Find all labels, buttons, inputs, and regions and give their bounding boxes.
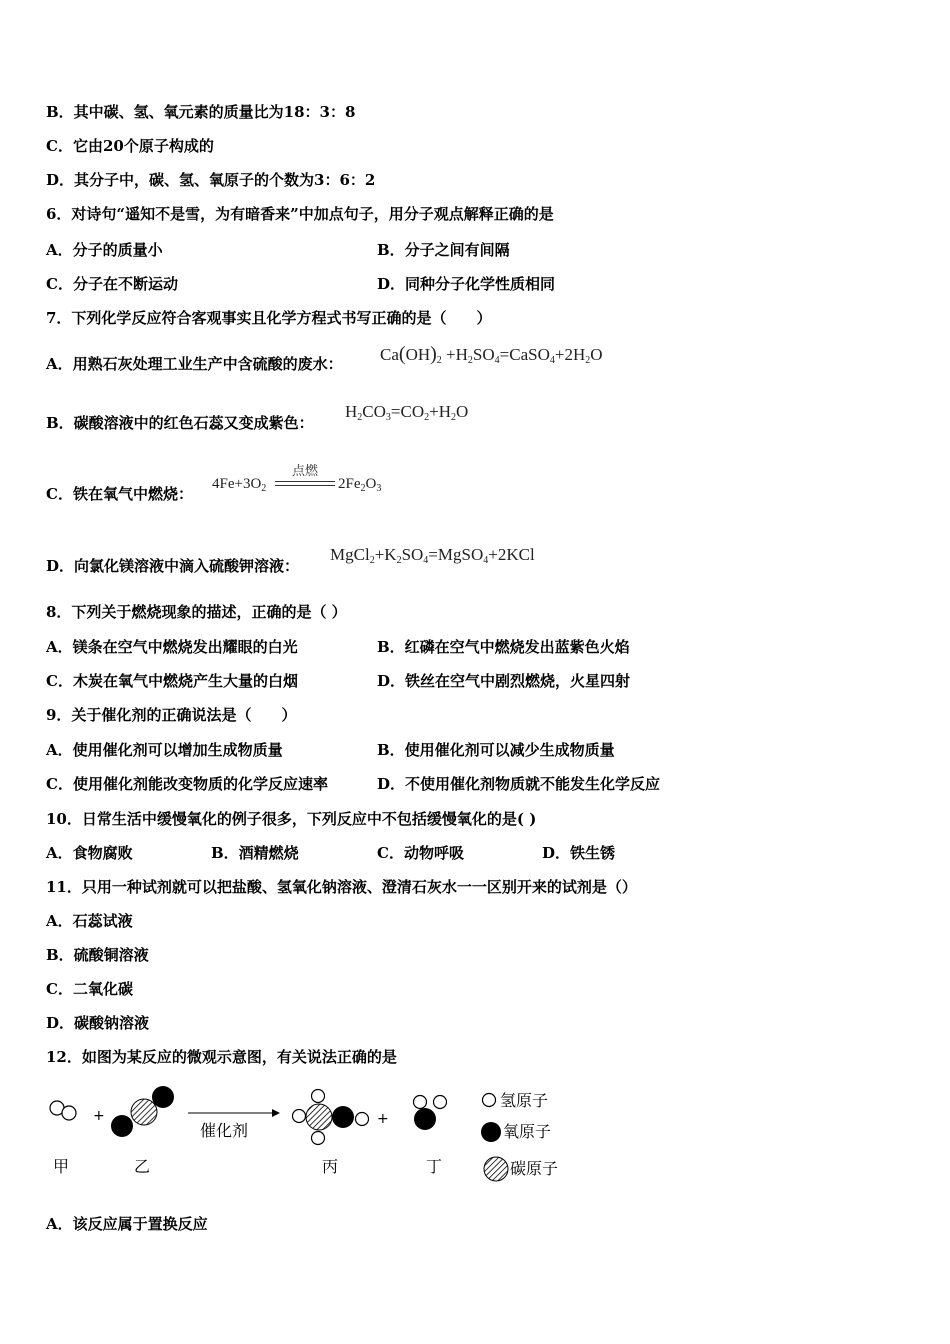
q8-option-c: C．木炭在氧气中燃烧产生大量的白烟 xyxy=(46,672,298,690)
q8-option-a: A．镁条在空气中燃烧发出耀眼的白光 xyxy=(46,638,298,656)
q10-option-a: A．食物腐败 xyxy=(46,844,133,862)
q9-option-b: B．使用催化剂可以减少生成物质量 xyxy=(377,741,615,759)
q6-option-d: D．同种分子化学性质相同 xyxy=(377,275,556,293)
q11-stem: 11．只用一种试剂就可以把盐酸、氢氧化钠溶液、澄清石灰水一一区别开来的试剂是（） xyxy=(46,878,637,896)
q8-option-d: D．铁丝在空气中剧烈燃烧，火星四射 xyxy=(377,672,631,690)
q6-option-c: C．分子在不断运动 xyxy=(46,275,178,293)
q7-equation-c-product: $2Fe_2O_3$ xyxy=(338,476,382,494)
q9-option-a: A．使用催化剂可以增加生成物质量 xyxy=(46,741,283,759)
q10-option-c: C．动物呼吸 xyxy=(377,844,464,862)
q5-option-d: D．其分子中，碳、氢、氧原子的个数为3：6：2 xyxy=(46,171,376,189)
label-yi: 乙 xyxy=(134,1157,151,1176)
q6-option-b: B．分子之间有间隔 xyxy=(377,241,510,259)
q6-option-row-1 xyxy=(46,240,163,260)
catalyst-label: 催化剂 xyxy=(200,1121,249,1140)
q12-option-a: A．该反应属于置换反应 xyxy=(46,1215,208,1233)
q8-stem: 8．下列关于燃烧现象的描述，正确的是（ ） xyxy=(46,603,347,621)
q7-option-a: A．用熟石灰处理工业生产中含硫酸的废水： xyxy=(46,355,343,373)
plus-sign-1: + xyxy=(93,1108,105,1124)
plus-sign-2: + xyxy=(377,1111,389,1127)
q7-option-d: D．向氯化镁溶液中滴入硫酸钾溶液： xyxy=(46,557,300,575)
q12-stem: 12．如图为某反应的微观示意图，有关说法正确的是 xyxy=(46,1048,397,1066)
molecule-ding xyxy=(414,1096,447,1131)
q7-equation-b: $H_2CO_3=CO_2+H_2O$ xyxy=(345,402,469,423)
q7-option-c: C．铁在氧气中燃烧： xyxy=(46,485,193,503)
q7-equation-d: $MgCl_2+K_2SO_4=MgSO_4+2KCl$ xyxy=(330,545,535,566)
legend-hydrogen-icon xyxy=(483,1094,496,1107)
q9-stem: 9．关于催化剂的正确说法是（ ） xyxy=(46,706,297,724)
q10-option-d: D．铁生锈 xyxy=(542,844,616,862)
q7-condition-line-top xyxy=(275,481,335,482)
q11-option-a: A．石蕊试液 xyxy=(46,912,133,930)
molecule-bing xyxy=(293,1090,369,1145)
reaction-diagram xyxy=(40,1078,580,1188)
q11-option-b: B．硫酸铜溶液 xyxy=(46,946,149,964)
label-bing: 丙 xyxy=(322,1157,339,1176)
q7-equation-c: $4Fe+3O_2$ xyxy=(212,476,267,494)
q8-option-b: B．红磷在空气中燃烧发出蓝紫色火焰 xyxy=(377,638,630,656)
q9-option-c: C．使用催化剂能改变物质的化学反应速率 xyxy=(46,775,328,793)
legend-oxygen: 氧原子 xyxy=(503,1122,552,1141)
q10-option-b: B．酒精燃烧 xyxy=(211,844,299,862)
q7-condition-label: 点燃 xyxy=(291,464,318,479)
arrow-head xyxy=(272,1109,280,1117)
q11-option-d: D．碳酸钠溶液 xyxy=(46,1014,150,1032)
legend xyxy=(481,1091,558,1181)
q10-stem: 10．日常生活中缓慢氧化的例子很多，下列反应中不包括缓慢氧化的是( ) xyxy=(46,810,537,828)
molecule-yi xyxy=(111,1086,174,1137)
legend-carbon-icon xyxy=(484,1157,508,1181)
q7-option-b: B．碳酸溶液中的红色石蕊又变成紫色： xyxy=(46,414,314,432)
molecule-jia xyxy=(50,1101,76,1120)
q7-stem: 7．下列化学反应符合客观事实且化学方程式书写正确的是（ ） xyxy=(46,309,492,327)
legend-oxygen-icon xyxy=(481,1122,501,1142)
legend-hydrogen: 氢原子 xyxy=(500,1091,549,1110)
label-jia: 甲 xyxy=(53,1157,70,1176)
legend-carbon: 碳原子 xyxy=(510,1159,559,1178)
q6-stem: 6．对诗句“遥知不是雪，为有暗香来”中加点句子，用分子观点解释正确的是 xyxy=(46,205,554,223)
q6-option-a: A．分子的质量小 xyxy=(46,241,163,259)
q7-condition-line-bottom xyxy=(275,485,335,486)
label-ding: 丁 xyxy=(426,1157,443,1176)
q5-option-c: C．它由20个原子构成的 xyxy=(46,137,214,155)
q11-option-c: C．二氧化碳 xyxy=(46,980,133,998)
q5-option-b: B．其中碳、氢、氧元素的质量比为18：3：8 xyxy=(46,103,356,121)
q9-option-d: D．不使用催化剂物质就不能发生化学反应 xyxy=(377,775,661,793)
q7-equation-a: $Ca(OH)_2$ $+H_2SO_4=CaSO_4+2H_2O$ xyxy=(380,343,603,366)
